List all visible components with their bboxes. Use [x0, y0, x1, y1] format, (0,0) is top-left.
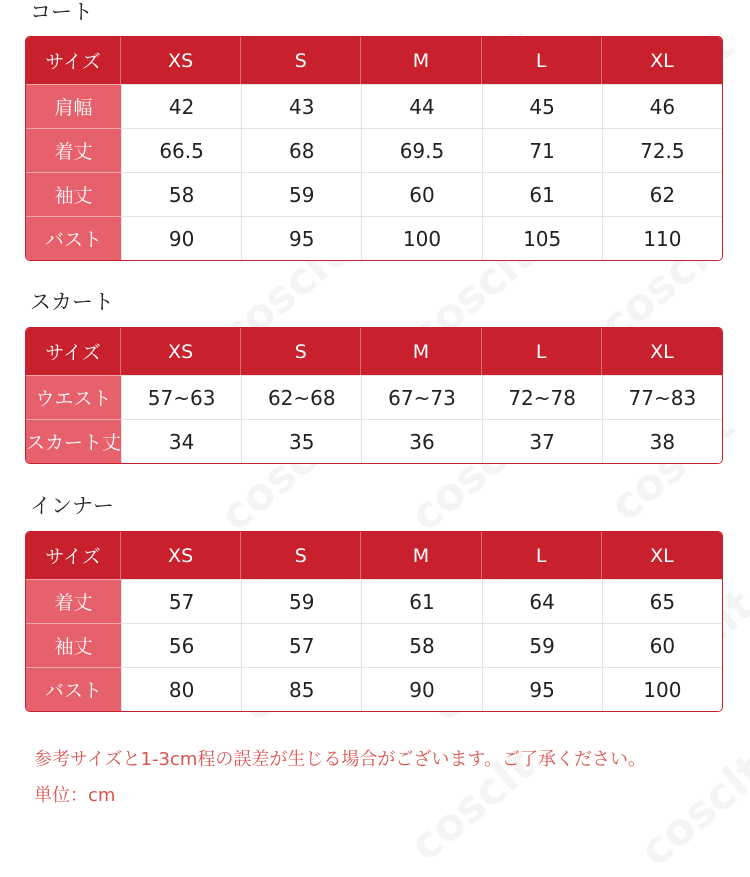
header-cell: XS	[121, 37, 241, 84]
inner-size-table	[25, 531, 723, 712]
row-label: ウエスト	[26, 375, 121, 419]
row-label: 袖丈	[26, 172, 121, 216]
table-cell: 64	[482, 579, 602, 623]
table-cell: 95	[482, 667, 602, 711]
watermark-text	[631, 744, 750, 876]
header-cell: XL	[602, 532, 722, 579]
size-note: 参考サイズと1-3cm程の誤差が生じる場合がございます。ご了承ください。	[34, 749, 646, 770]
table-cell: 56	[121, 623, 241, 667]
skirt-size-table	[25, 327, 723, 464]
table-cell: 67~73	[361, 375, 481, 419]
table-cell: 71	[482, 128, 602, 172]
table-cell: 36	[361, 419, 481, 463]
table-cell: 43	[241, 84, 361, 128]
table-cell: 77~83	[602, 375, 722, 419]
table-cell: 59	[241, 172, 361, 216]
table-header-row	[26, 532, 722, 579]
table-cell: 62	[602, 172, 722, 216]
row-label: 袖丈	[26, 623, 121, 667]
table-cell: 37	[482, 419, 602, 463]
table-cell: 44	[361, 84, 481, 128]
header-cell: S	[241, 328, 361, 375]
table-cell: 90	[361, 667, 481, 711]
table-header-row	[26, 328, 722, 375]
table-row	[26, 419, 722, 463]
table-cell: 60	[602, 623, 722, 667]
header-cell: サイズ	[26, 328, 121, 375]
row-label: バスト	[26, 667, 121, 711]
table-row	[26, 579, 722, 623]
table-cell: 58	[121, 172, 241, 216]
table-row	[26, 84, 722, 128]
header-cell: サイズ	[26, 37, 121, 84]
table-cell: 45	[482, 84, 602, 128]
table-cell: 58	[361, 623, 481, 667]
table-cell: 90	[121, 216, 241, 260]
table-row	[26, 667, 722, 711]
table-cell: 38	[602, 419, 722, 463]
header-cell: L	[482, 328, 602, 375]
table-cell: 35	[241, 419, 361, 463]
header-cell: M	[361, 532, 481, 579]
header-cell: XS	[121, 328, 241, 375]
header-cell: M	[361, 37, 481, 84]
table-cell: 62~68	[241, 375, 361, 419]
table-cell: 100	[602, 667, 722, 711]
row-label: 着丈	[26, 579, 121, 623]
table-cell: 72~78	[482, 375, 602, 419]
row-label: 着丈	[26, 128, 121, 172]
table-cell: 57~63	[121, 375, 241, 419]
row-label: 肩幅	[26, 84, 121, 128]
table-header-row	[26, 37, 722, 84]
table-cell: 59	[482, 623, 602, 667]
header-cell: L	[482, 37, 602, 84]
table-cell: 110	[602, 216, 722, 260]
header-cell: XL	[602, 328, 722, 375]
header-cell: サイズ	[26, 532, 121, 579]
header-cell: M	[361, 328, 481, 375]
table-cell: 57	[121, 579, 241, 623]
table-cell: 57	[241, 623, 361, 667]
table-cell: 65	[602, 579, 722, 623]
header-cell: S	[241, 532, 361, 579]
row-label: スカート丈	[26, 419, 121, 463]
table-cell: 85	[241, 667, 361, 711]
table-cell: 42	[121, 84, 241, 128]
table-row	[26, 623, 722, 667]
table-row	[26, 375, 722, 419]
table-cell: 34	[121, 419, 241, 463]
coat-size-table	[25, 36, 723, 261]
table-row	[26, 172, 722, 216]
header-cell: L	[482, 532, 602, 579]
table-cell: 80	[121, 667, 241, 711]
unit-note: 単位：cm	[34, 785, 116, 806]
table-row	[26, 128, 722, 172]
table-cell: 68	[241, 128, 361, 172]
table-cell: 66.5	[121, 128, 241, 172]
table-cell: 60	[361, 172, 481, 216]
table-cell: 95	[241, 216, 361, 260]
table-cell: 61	[482, 172, 602, 216]
inner-title: インナー	[30, 494, 114, 518]
row-label: バスト	[26, 216, 121, 260]
table-cell: 105	[482, 216, 602, 260]
table-cell: 61	[361, 579, 481, 623]
coat-title: コート	[30, 0, 93, 24]
skirt-title: スカート	[30, 290, 114, 314]
table-row	[26, 216, 722, 260]
table-cell: 46	[602, 84, 722, 128]
header-cell: XL	[602, 37, 722, 84]
table-cell: 100	[361, 216, 481, 260]
table-cell: 59	[241, 579, 361, 623]
table-cell: 69.5	[361, 128, 481, 172]
table-cell: 72.5	[602, 128, 722, 172]
header-cell: XS	[121, 532, 241, 579]
header-cell: S	[241, 37, 361, 84]
